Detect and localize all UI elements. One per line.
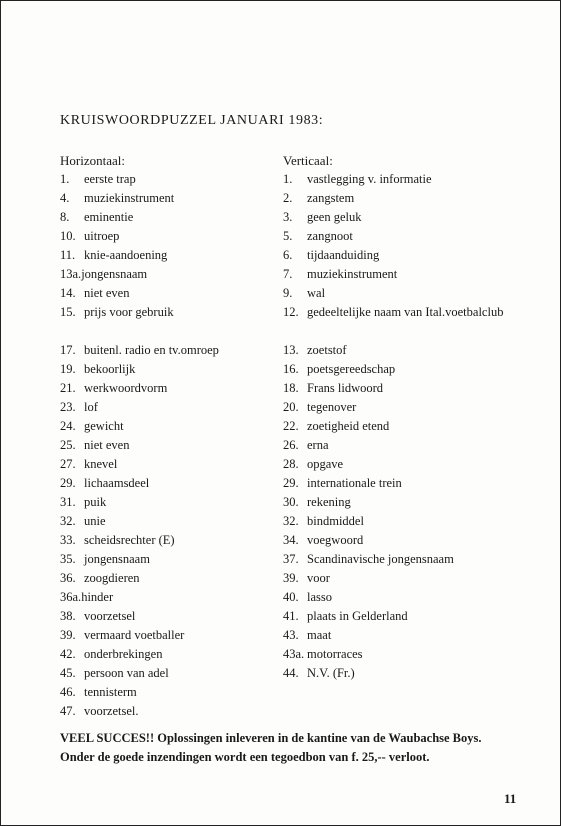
clue-number: 30. (283, 495, 299, 509)
page-number: 11 (504, 791, 517, 806)
clue-text: tegenover (307, 400, 357, 414)
clue-number: 38. (60, 609, 76, 623)
clue-number: 32. (283, 514, 299, 528)
horizontaal-clue (60, 664, 275, 683)
puzzle-title: KRUISWOORDPUZZEL JANUARI 1983: (60, 113, 324, 128)
clue-number: 15. (60, 305, 76, 319)
verticaal-clue (283, 512, 523, 531)
clue-number: 1. (60, 172, 70, 186)
horizontaal-clue (60, 265, 275, 284)
verticaal-clue (283, 189, 523, 208)
clue-text: tennisterm (84, 685, 137, 699)
clue-text: zoogdieren (84, 571, 140, 585)
clue-number: 1. (283, 172, 293, 186)
verticaal-clue (283, 455, 523, 474)
clue-number: 43. (283, 628, 299, 642)
clue-text: gewicht (84, 419, 124, 433)
clue-number: 36. (60, 571, 76, 585)
clue-number: 11. (60, 248, 76, 262)
clue-text: buitenl. radio en tv.omroep (84, 343, 219, 357)
horizontaal-clue (60, 550, 275, 569)
clue-number: 14. (60, 286, 76, 300)
clue-number: 6. (283, 248, 293, 262)
clue-number: 22. (283, 419, 299, 433)
clue-text: persoon van adel (84, 666, 169, 680)
horizontaal-clue (60, 360, 275, 379)
clue-text: eerste trap (84, 172, 136, 186)
clue-text: onderbrekingen (84, 647, 163, 661)
clue-text: werkwoordvorm (84, 381, 168, 395)
horizontaal-clue (60, 512, 275, 531)
horizontaal-clue (60, 379, 275, 398)
verticaal-clue (283, 531, 523, 550)
clue-text: muziekinstrument (84, 191, 175, 205)
verticaal-clue (283, 208, 523, 227)
clue-number: 31. (60, 495, 76, 509)
horizontaal-clue (60, 417, 275, 436)
clue-number: 33. (60, 533, 76, 547)
verticaal-clue (283, 227, 523, 246)
clue-text: N.V. (Fr.) (307, 666, 355, 680)
clue-number: 47. (60, 704, 76, 718)
clue-text: uitroep (84, 229, 120, 243)
clue-number: 20. (283, 400, 299, 414)
horizontaal-clue (60, 645, 275, 664)
clue-text: rekening (307, 495, 351, 509)
clue-number: 35. (60, 552, 76, 566)
clue-number: 3. (283, 210, 293, 224)
clue-text: lasso (307, 590, 332, 604)
horizontaal-clue (60, 303, 275, 322)
verticaal-clue (283, 664, 523, 683)
clue-text: voorzetsel. (84, 704, 139, 718)
clue-text: zoetstof (307, 343, 347, 357)
clue-text: hinder (81, 590, 114, 604)
clue-text: tijdaanduiding (307, 248, 380, 262)
clue-number: 13a. (60, 267, 82, 281)
clue-text: jongensnaam (81, 267, 148, 281)
clue-number: 42. (60, 647, 76, 661)
clue-number: 29. (60, 476, 76, 490)
horizontaal-list (60, 170, 275, 721)
clue-text: voor (307, 571, 330, 585)
clue-number: 39. (60, 628, 76, 642)
clue-number: 43a. (283, 647, 305, 661)
closing-line-2: Onder de goede inzendingen wordt een tegoedbon van f. 25,-- verloot. (60, 750, 430, 764)
horizontaal-clue (60, 531, 275, 550)
clue-text: Scandinavische jongensnaam (307, 552, 454, 566)
clue-number: 25. (60, 438, 76, 452)
clue-spacer (60, 322, 275, 341)
clue-text: unie (84, 514, 106, 528)
clue-text: wal (307, 286, 326, 300)
clue-number: 24. (60, 419, 76, 433)
verticaal-clue (283, 360, 523, 379)
clue-text: scheidsrechter (E) (84, 533, 175, 547)
horizontaal-clue (60, 170, 275, 189)
horizontaal-clue (60, 246, 275, 265)
clue-number: 41. (283, 609, 299, 623)
clue-text: niet even (84, 286, 130, 300)
clue-number: 5. (283, 229, 293, 243)
clue-number: 8. (60, 210, 70, 224)
clue-text: zoetigheid etend (307, 419, 390, 433)
horizontaal-clue (60, 474, 275, 493)
horizontaal-clue (60, 189, 275, 208)
clue-number: 7. (283, 267, 293, 281)
clue-text: niet even (84, 438, 130, 452)
horizontaal-clue (60, 607, 275, 626)
clue-number: 2. (283, 191, 293, 205)
horizontaal-clue (60, 227, 275, 246)
horizontaal-clue (60, 569, 275, 588)
horizontaal-clue (60, 455, 275, 474)
verticaal-clue (283, 379, 523, 398)
clue-text: maat (307, 628, 332, 642)
clue-text: eminentie (84, 210, 134, 224)
verticaal-clue (283, 303, 523, 341)
clue-text: bindmiddel (307, 514, 364, 528)
clue-text: Frans lidwoord (307, 381, 384, 395)
clue-text: voegwoord (307, 533, 364, 547)
horizontaal-clue (60, 436, 275, 455)
clue-number: 37. (283, 552, 299, 566)
horizontaal-clue (60, 284, 275, 303)
clue-text: internationale trein (307, 476, 402, 490)
verticaal-list (283, 170, 523, 683)
clue-number: 36a. (60, 590, 82, 604)
clue-text: lof (84, 400, 98, 414)
horizontaal-clue (60, 683, 275, 702)
verticaal-clue (283, 626, 523, 645)
clue-text: jongensnaam (84, 552, 150, 566)
clue-text: opgave (307, 457, 344, 471)
clue-text: vermaard voetballer (84, 628, 185, 642)
clue-number: 46. (60, 685, 76, 699)
verticaal-clue (283, 588, 523, 607)
verticaal-clue (283, 436, 523, 455)
clue-text: erna (307, 438, 329, 452)
verticaal-clue (283, 550, 523, 569)
verticaal-clue (283, 645, 523, 664)
clue-text: geen geluk (307, 210, 362, 224)
clue-number: 44. (283, 666, 299, 680)
verticaal-clue (283, 417, 523, 436)
horizontaal-clue (60, 493, 275, 512)
clue-number: 23. (60, 400, 76, 414)
clue-text: poetsgereedschap (307, 362, 396, 376)
clue-number: 16. (283, 362, 299, 376)
clue-number: 32. (60, 514, 76, 528)
clue-text: lichaamsdeel (84, 476, 150, 490)
verticaal-column (283, 151, 523, 683)
clue-text: zangnoot (307, 229, 353, 243)
verticaal-clue (283, 170, 523, 189)
horizontaal-clue (60, 588, 275, 607)
verticaal-clue (283, 341, 523, 360)
clue-text: motorraces (307, 647, 363, 661)
clue-text: vastlegging v. informatie (307, 172, 432, 186)
clue-number: 34. (283, 533, 299, 547)
verticaal-heading: Verticaal: (283, 153, 333, 168)
clue-number: 9. (283, 286, 293, 300)
clue-number: 21. (60, 381, 76, 395)
clue-number: 10. (60, 229, 76, 243)
clue-number: 45. (60, 666, 76, 680)
clue-number: 18. (283, 381, 299, 395)
horizontaal-column (60, 151, 275, 721)
clue-number: 19. (60, 362, 76, 376)
verticaal-clue (283, 246, 523, 265)
clue-number: 17. (60, 343, 76, 357)
clue-text: prijs voor gebruik (84, 305, 174, 319)
clue-number: 40. (283, 590, 299, 604)
clue-number: 27. (60, 457, 76, 471)
horizontaal-clue (60, 341, 275, 360)
clue-number: 39. (283, 571, 299, 585)
clue-number: 26. (283, 438, 299, 452)
verticaal-clue (283, 284, 523, 303)
verticaal-clue (283, 493, 523, 512)
clue-text: knie-aandoening (84, 248, 168, 262)
clue-text: voorzetsel (84, 609, 136, 623)
clue-text: knevel (84, 457, 118, 471)
verticaal-clue (283, 569, 523, 588)
closing-line-1: VEEL SUCCES!! Oplossingen inleveren in de kantine van de Waubachse Boys. (60, 731, 482, 745)
horizontaal-clue (60, 208, 275, 227)
clue-number: 29. (283, 476, 299, 490)
verticaal-clue (283, 398, 523, 417)
clue-number: 13. (283, 343, 299, 357)
clue-number: 12. (283, 305, 299, 319)
verticaal-clue (283, 474, 523, 493)
clue-text: gedeeltelijke naam van Ital.voetbalclub (307, 305, 504, 319)
horizontaal-clue (60, 626, 275, 645)
clue-text: puik (84, 495, 107, 509)
horizontaal-heading: Horizontaal: (60, 153, 125, 168)
verticaal-clue (283, 265, 523, 284)
clue-text: plaats in Gelderland (307, 609, 408, 623)
clue-text: muziekinstrument (307, 267, 398, 281)
clue-text: zangstem (307, 191, 355, 205)
horizontaal-clue (60, 702, 275, 721)
verticaal-clue (283, 607, 523, 626)
clue-number: 4. (60, 191, 70, 205)
clue-number: 28. (283, 457, 299, 471)
closing-note (60, 729, 482, 767)
clue-text: bekoorlijk (84, 362, 136, 376)
horizontaal-clue (60, 398, 275, 417)
